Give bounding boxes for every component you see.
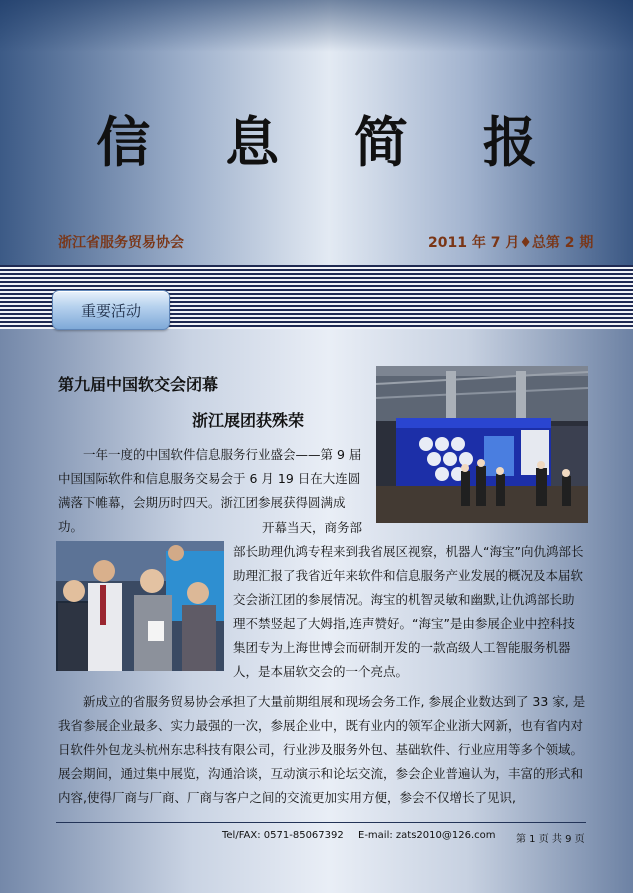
- footer-email: E-mail: zats2010@126.com: [358, 830, 496, 841]
- issue-info: 2011 年 7 月♦总第 2 期: [428, 235, 594, 251]
- expo-booth-photo: [376, 366, 588, 523]
- paragraph-visit-start: 开幕当天，商务部: [262, 520, 363, 535]
- paragraph-intro: 一年一度的中国软件信息服务行业盛会——第 9 届中国国际软件和信息服务交易会于 6 月 19 日在大连圆满落下帷幕，会期历时四天。浙江团参展获得圆满成功。: [58, 447, 362, 534]
- footer-divider: [56, 822, 586, 823]
- header-top-shade: [0, 0, 633, 52]
- footer-page-number: 第 1 页 共 9 页: [516, 834, 585, 845]
- section-tab: 重要活动: [52, 290, 170, 330]
- article-subheadline: 浙江展团获殊荣: [192, 411, 305, 430]
- article-headline: 第九届中国软交会闭幕: [58, 375, 219, 394]
- footer-tel: Tel/FAX: 0571-85067392: [222, 830, 344, 841]
- officials-visit-photo: [56, 541, 224, 671]
- paragraph-association: 新成立的省服务贸易协会承担了大量前期组展和现场会务工作, 参展企业数达到了 33 家, 是我省参展企业最多、实力最强的一次，参展企业中，既有业内的领军企业浙大网新，也有省内对日软件外包龙头杭州东忠科技有限公司，行业涉及服务外包、基础软件、行业应用等多个领域。展会期间，通过集中展览，沟通洽谈，互动演示和论坛交流，参会企业普遍认为，丰富的形式和内容,使得厂商与厂商、厂商与客户之间的交流更加实用方便，参会不仅增长了见识,: [58, 694, 586, 805]
- association-name: 浙江省服务贸易协会: [58, 235, 184, 251]
- paragraph-visit: 部长助理仇鸿专程来到我省展区视察，机器人“海宝”向仇鸿部长助理汇报了我省近年来软件和信息服务产业发展的概况及本届软交会浙江团的参展情况。海宝的机智灵敏和幽默,让仇鸿部长助理不禁竖起了大姆指,连声赞好。“海宝”是由参展企业中控科技集团专为上海世博会而研制开发的一款高级人工智能服务机器人，是本届软交会的一个亮点。: [233, 544, 584, 679]
- page-title: 信 息 简 报: [96, 110, 565, 174]
